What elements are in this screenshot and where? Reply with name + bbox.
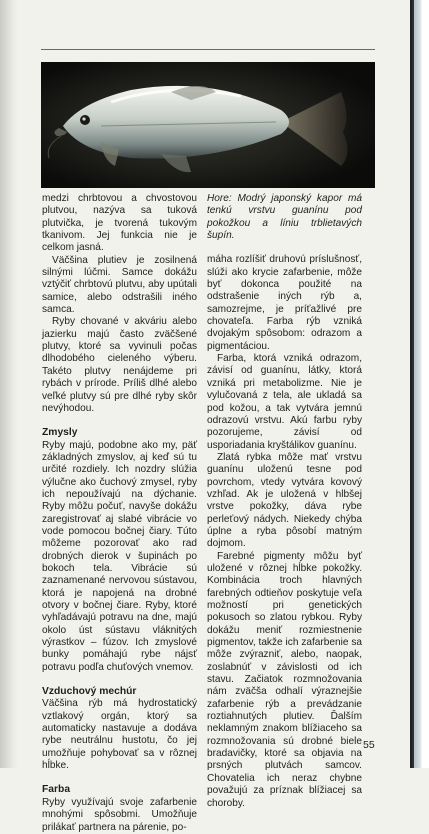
right-column — [207, 193, 362, 810]
paragraph-senses: Ryby majú, podobne ako my, päť základných zmyslov, aj keď sú tu určité rozdiely. Ich nozdry slúžia výlučne ako čuchový zmysel, ryby ich nepoužívajú na dýchanie. Ryby môžu počuť, navyše dokážu zaregistrovať aj slabé vibrácie vo vode pomocou bočnej čiary. Túto môžeme pozorovať ako rad drobných dierok v šupinách po bokoch tela. Vibrácie sú zaznamenané nervovou sústavou, ktorá je napojená na drobné otvory v bočnej čiare. Ryby, ktoré vyhľadávajú potravu na dne, majú okolo úst sústavu vláknitých výrastkov – fúzov. Ich zmyslové bunky pomáhajú rybe nájsť potravu podľa chuťových vnemov. — [42, 439, 197, 673]
paragraph-enlarged-fins: Ryby chované v akváriu alebo jazierku majú často zväčšené plutvy, ktoré sa vyvinuli počas dlhodobého cieleného výberu. Takéto plutvy nenájdeme pri rybách v prírode. Príliš dlhé alebo veľké plutvy sú pre dlhé ryby skôr nevýhodou. — [42, 316, 197, 414]
paragraph-swim-bladder: Väčšina rýb má hydrostatický vztlakový orgán, ktorý sa automaticky nastavuje a dodáva rybe neutrálnu hustotu, čo jej umožňuje pohybovať sa v rôznej hĺbke. — [42, 698, 197, 772]
paragraph-goldfish-guanine: Zlatá rybka môže mať vrstvu guanínu uloženú tesne pod povrchom, vtedy vytvára kovový vzhľad. Ak je uložená v hlbšej vrstve pokožky, dáva rybe perleťový nádych. Niekedy chýba úplne a ryba pôsobí matným dojmom. — [207, 451, 362, 550]
heading-swim-bladder: Vzduchový mechúr — [42, 686, 137, 698]
paragraph-fin-rays: Väčšina plutiev je zosilnená silnými lúčmi. Samce dokážu vztýčiť chrbtovú plutvu, aby upútali samice, alebo odstrašili iného samca. — [42, 254, 197, 316]
paragraph-color-continued: máha rozlíšiť druhovú príslušnosť, slúži ako krycie zafarbenie, môže byť dokonca použité na odstrašenie iných rýb a, samozrejme, je príťažlivé pre chovateľa. Farba rýb vzniká dvojakým spôsobom: odrazom a pigmentáciou. — [207, 254, 362, 352]
page-number: 55 — [363, 739, 375, 751]
header-rule — [41, 49, 375, 50]
page-edge — [414, 0, 429, 768]
paragraph-reflection: Farba, ktorá vzniká odrazom, závisí od guanínu, látky, ktorá vzniká pri metabolizme. Nie je vylučovaná z tela, ale ukladá sa pod kožou, a tak vytvára jemnú odrazovú vrstvu. Akú farbu ryby pozorujeme, závisí od usporiadania kryštálikov guanínu. — [207, 353, 362, 451]
paragraph-fin-continued: medzi chrbtovou a chvostovou plutvou, nazýva sa tuková plutvička, je tvorená tukovým tkanivom. Jej funkcia nie je celkom jasná. — [42, 193, 197, 254]
left-column — [42, 193, 197, 834]
photo-caption: Hore: Modrý japonský kapor má tenkú vrstvu guanínu pod pokožkou a líniu trblietavých šupín. — [207, 193, 362, 242]
fish-photo — [41, 62, 375, 188]
paragraph-color: Ryby využívajú svoje zafarbenie mnohými spôsobmi. Umožňuje prilákať partnera na párenie, po- — [42, 796, 197, 833]
page-gutter-shade — [0, 0, 18, 768]
paragraph-pigments: Farebné pigmenty môžu byť uložené v rôznej hĺbke pokožky. Kombinácia troch hlavných farebných odtieňov poskytuje veľa možností pri genetických pokusoch so zlatou rybkou. Ryby dokážu meniť rozmiestnenie pigmentov, takže ich zafarbenie sa môže zvýrazniť, alebo, naopak, zoslabnúť v závislosti od ich stavu. Začiatok rozmnožovania nám zväčša odhalí výraznejšie zafarbenie rýb a prevádzanie roztiahnutých plutiev. Ďalším neklamným znakom blížiaceho sa rozmnožovania sú drobné biele bradavičky, ktoré sa objavia na prsných plutvách samcov. Chovatelia ich neraz chybne považujú za príznak blížiacej sa choroby. — [207, 550, 362, 809]
heading-senses: Zmysly — [42, 427, 78, 439]
heading-color: Farba — [42, 784, 71, 796]
